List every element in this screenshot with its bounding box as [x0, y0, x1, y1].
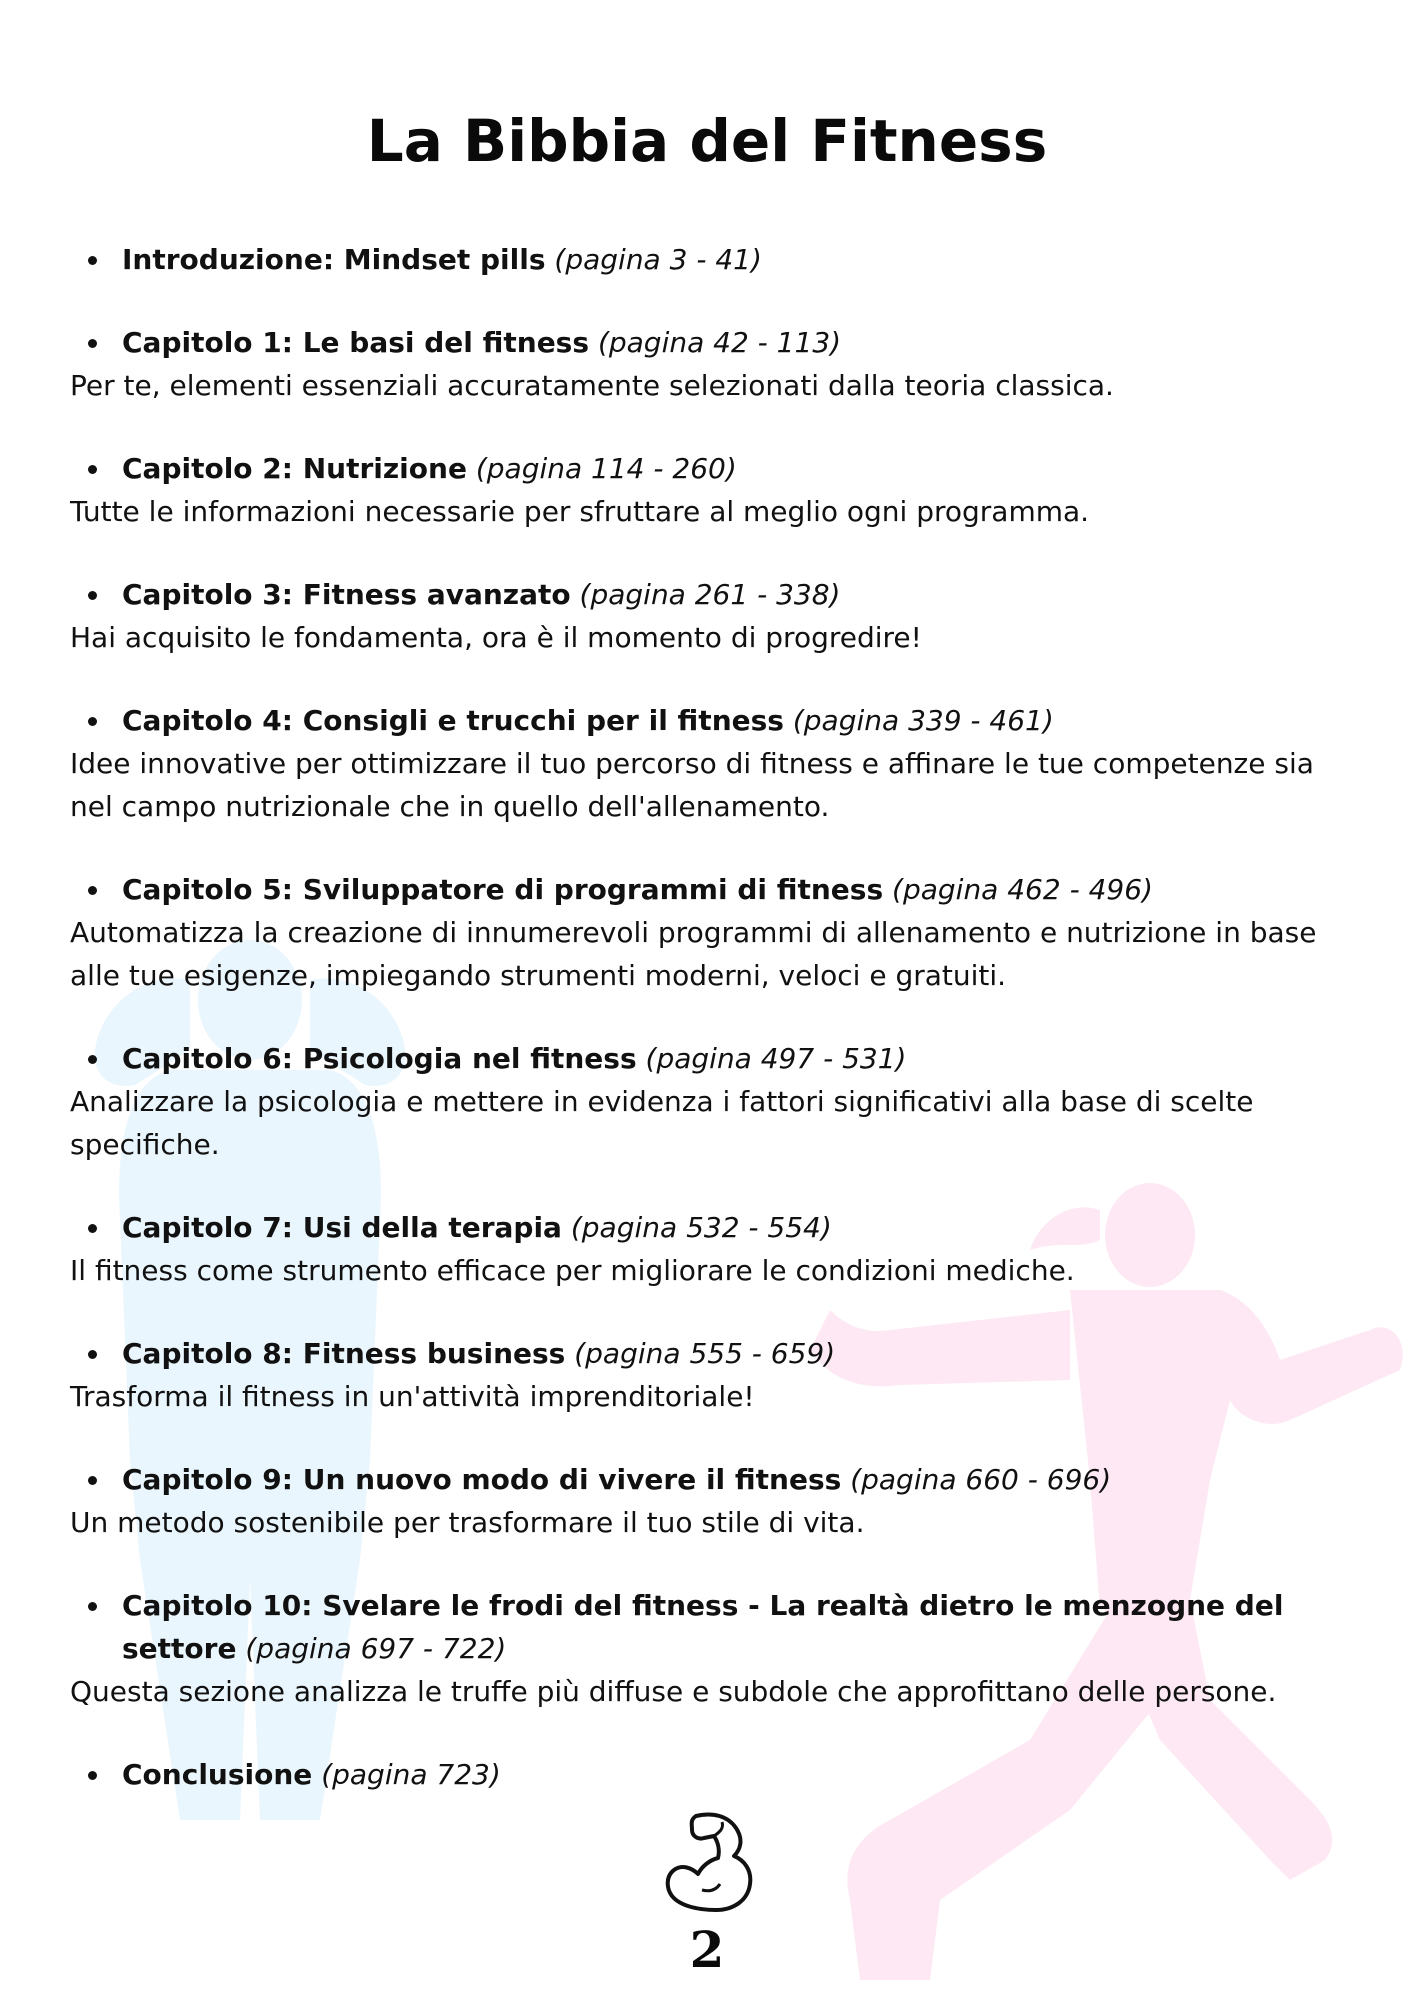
chapter-description: Tutte le informazioni necessarie per sfruttare al meglio ogni programma. — [70, 495, 1090, 528]
toc-entry — [70, 447, 1360, 533]
chapter-title: Capitolo 7: Usi della terapia — [122, 1211, 562, 1244]
chapter-description: Trasforma il fitness in un'attività imprenditoriale! — [70, 1380, 755, 1413]
table-of-contents — [70, 238, 1360, 1836]
chapter-description: Idee innovative per ottimizzare il tuo percorso di fitness e affinare le tue competenze sia nel campo nutrizionale che in quello dell'allenamento. — [70, 747, 1314, 823]
toc-entry — [70, 1037, 1360, 1166]
toc-entry-heading-line — [70, 1037, 1360, 1080]
page-range: (pagina 555 - 659) — [574, 1337, 836, 1370]
toc-entry-heading-line — [70, 573, 1360, 616]
toc-entry — [70, 1332, 1360, 1418]
chapter-description: Questa sezione analizza le truffe più diffuse e subdole che approfittano delle persone. — [70, 1675, 1277, 1708]
chapter-title: Capitolo 9: Un nuovo modo di vivere il fitness — [122, 1463, 842, 1496]
toc-entry — [70, 1584, 1360, 1713]
chapter-title: Capitolo 5: Sviluppatore di programmi di fitness — [122, 873, 884, 906]
toc-entry — [70, 1458, 1360, 1544]
toc-entry-heading-line — [70, 1332, 1360, 1375]
page-range: (pagina 532 - 554) — [570, 1211, 832, 1244]
page-title: La Bibbia del Fitness — [366, 107, 1048, 175]
toc-entry — [70, 1753, 1360, 1796]
page-range: (pagina 261 - 338) — [579, 578, 841, 611]
chapter-description: Un metodo sostenibile per trasformare il tuo stile di vita. — [70, 1506, 865, 1539]
toc-entry — [70, 699, 1360, 828]
toc-entry — [70, 238, 1360, 281]
page-range: (pagina 660 - 696) — [850, 1463, 1112, 1496]
chapter-description: Per te, elementi essenziali accuratamente selezionati dalla teoria classica. — [70, 369, 1114, 402]
chapter-description: Hai acquisito le fondamenta, ora è il momento di progredire! — [70, 621, 922, 654]
page-range: (pagina 114 - 260) — [475, 452, 737, 485]
toc-entry-heading-line — [70, 699, 1360, 742]
chapter-description: Il fitness come strumento efficace per migliorare le condizioni mediche. — [70, 1254, 1075, 1287]
toc-entry-heading-line — [70, 1584, 1360, 1670]
chapter-title: Capitolo 4: Consigli e trucchi per il fitness — [122, 704, 784, 737]
flexed-bicep-icon — [658, 1810, 758, 1916]
toc-entry-heading-line — [70, 238, 1360, 281]
page-range: (pagina 339 - 461) — [792, 704, 1054, 737]
page-range: (pagina 497 - 531) — [645, 1042, 907, 1075]
chapter-description: Analizzare la psicologia e mettere in evidenza i fattori significativi alla base di scelte specifiche. — [70, 1085, 1254, 1161]
toc-entry — [70, 1206, 1360, 1292]
chapter-title: Introduzione: Mindset pills — [122, 243, 546, 276]
chapter-title: Capitolo 1: Le basi del fitness — [122, 326, 590, 359]
chapter-title: Capitolo 6: Psicologia nel fitness — [122, 1042, 637, 1075]
chapter-title: Capitolo 8: Fitness business — [122, 1337, 566, 1370]
page-range: (pagina 723) — [321, 1758, 501, 1791]
chapter-title: Capitolo 10: Svelare le frodi del fitness - La realtà dietro le menzogne del settore — [122, 1589, 1284, 1665]
toc-entry-heading-line — [70, 1753, 1360, 1796]
toc-entry-heading-line — [70, 1458, 1360, 1501]
page-range: (pagina 42 - 113) — [597, 326, 842, 359]
page-number: 2 — [689, 1920, 725, 1979]
toc-entry — [70, 321, 1360, 407]
page-range: (pagina 697 - 722) — [245, 1632, 507, 1665]
toc-entry — [70, 573, 1360, 659]
toc-entry-heading-line — [70, 868, 1360, 911]
toc-entry-heading-line — [70, 1206, 1360, 1249]
page-range: (pagina 3 - 41) — [554, 243, 762, 276]
chapter-title: Capitolo 2: Nutrizione — [122, 452, 467, 485]
toc-entry — [70, 868, 1360, 997]
chapter-description: Automatizza la creazione di innumerevoli programmi di allenamento e nutrizione in base alle tue esigenze, impiegando strumenti moderni, veloci e gratuiti. — [70, 916, 1317, 992]
chapter-title: Conclusione — [122, 1758, 313, 1791]
chapter-title: Capitolo 3: Fitness avanzato — [122, 578, 571, 611]
page-range: (pagina 462 - 496) — [892, 873, 1153, 906]
toc-entry-heading-line — [70, 321, 1360, 364]
toc-entry-heading-line — [70, 447, 1360, 490]
